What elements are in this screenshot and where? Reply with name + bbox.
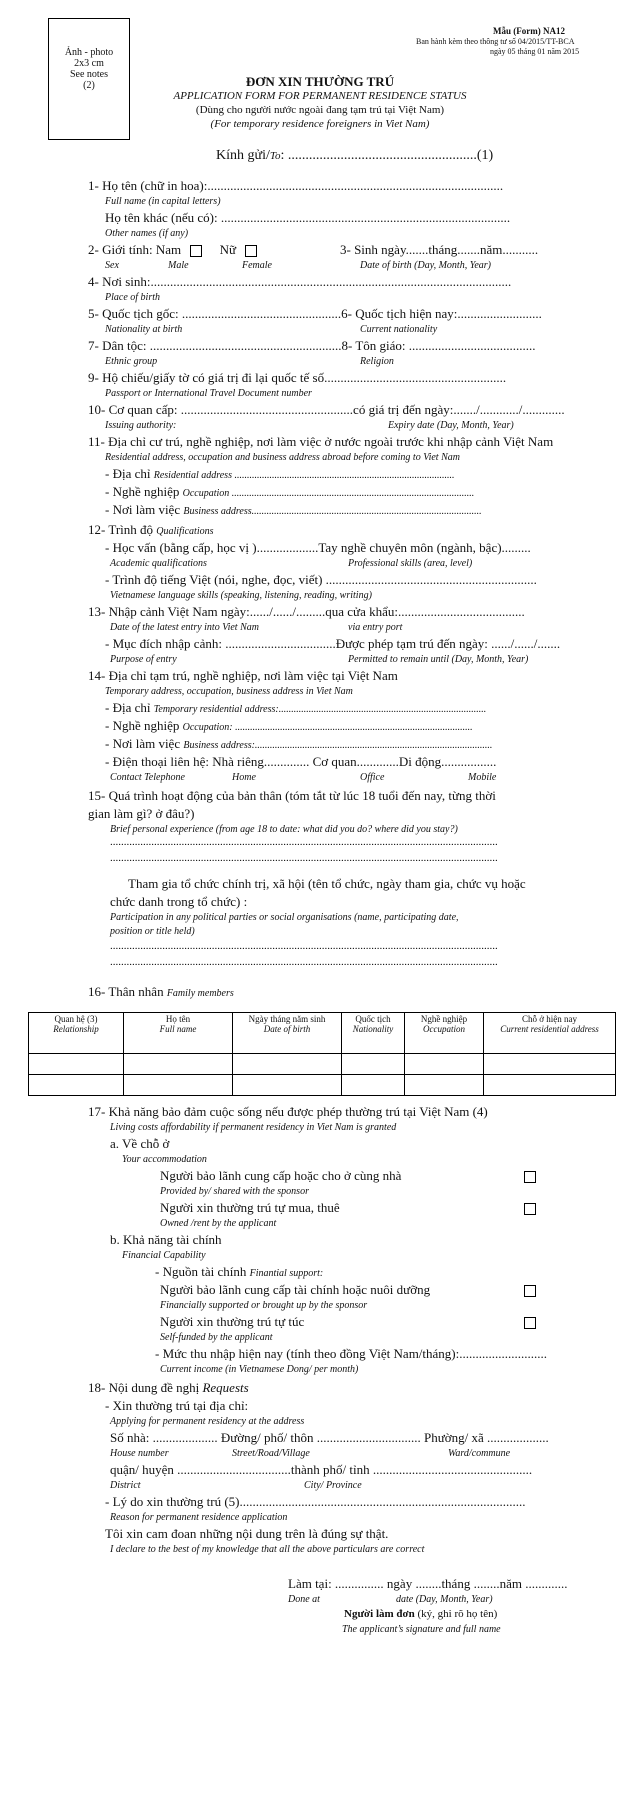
q17b-source-en: Finantial support: [249,1268,324,1279]
q17b-option-1: Người bảo lãnh cung cấp tài chính hoặc nuôi dưỡng [160,1282,431,1297]
q11-address-row[interactable] [105,466,454,482]
subtitle-en: (For temporary residence foreigners in Viet Nam) [210,118,430,130]
q11-title: 11- Địa chỉ cư trú, nghề nghiệp, nơi làm việc ở nước ngoài trước khi nhập cảnh Việt Nam [88,434,554,449]
title-vn: ĐƠN XIN THƯỜNG TRÚ [245,74,395,89]
title-en: APPLICATION FORM FOR PERMANENT RESIDENCE STATUS [173,90,467,102]
q15-blank-1[interactable]: ............................................................................................................................................. [110,836,498,848]
q14-phone[interactable]: - Điện thoại liên hệ: Nhà riêng.............. Cơ quan.............Di động................. [105,754,497,769]
q11-business-label: - Nơi làm việc [105,502,181,517]
applicant-en: The applicant’s signature and full name [342,1624,501,1635]
q17b-option-2: Người xin thường trú tự túc [160,1314,305,1329]
q17b-income[interactable]: - Mức thu nhập hiện nay (tính theo đồng Việt Nam/tháng):........................... [155,1346,547,1361]
col-date-of-birth: Ngày tháng năm sinh Date of birth [233,1013,342,1054]
q18-reason-en: Reason for permanent residence application [110,1512,288,1523]
q15-participation-en-cont: position or title held) [110,926,195,937]
q15-participation-cont: chức danh trong tổ chức) : [110,894,248,909]
q14-home-en: Home [232,772,256,783]
q13-entry[interactable]: 13- Nhập cảnh Việt Nam ngày:....../....../.........qua cửa khẩu:....................................... [88,604,525,619]
q17b-option-1-checkbox[interactable] [524,1285,536,1297]
addressee-line [216,148,493,164]
q14-address-en: Temporary residential address:................................................................................... [153,704,487,715]
q5-en: Nationality at birth [105,324,183,335]
q16-title: 16- Thân nhân [88,984,164,999]
table-row[interactable] [29,1075,616,1096]
male-checkbox[interactable] [190,245,202,257]
table-header-row [29,1013,616,1054]
applicant-row [344,1608,497,1620]
q18-street-en: Street/Road/Village [232,1448,310,1459]
q11-occupation-label: - Nghề nghiệp [105,484,180,499]
q17a-option-1-checkbox[interactable] [524,1171,536,1183]
q15-participation-blank-2[interactable]: ............................................................................................................................................. [110,956,498,968]
sex-en: Sex [105,260,119,271]
q11-business-en: Business address............................................................................................ [183,506,482,517]
q18-street-line[interactable]: Số nhà: .................... Đường/ phố/ thôn ................................ Phường/ xã ................... [110,1430,549,1445]
q13-entry-en: Date of the latest entry into Viet Nam [110,622,259,633]
q16-row [88,984,234,1000]
q12-en: Qualifications [156,526,214,537]
subtitle-vn: (Dùng cho người nước ngoài đang tạm trú tại Việt Nam) [195,104,445,116]
q18-title: 18- Nội dung đề nghị [88,1380,200,1395]
q12-vietnamese[interactable]: - Trình độ tiếng Việt (nói, nghe, đọc, viết) ................................................................. [105,572,537,587]
q14-occupation-row[interactable] [105,718,473,734]
q13-port-en: via entry port [348,622,403,633]
q5-q6-nationality[interactable]: 5- Quốc tịch gốc: .................................................6- Quốc tịch hiện nay:.......................... [88,306,542,321]
q12-education[interactable]: - Học vấn (bằng cấp, học vị )...................Tay nghề chuyên môn (ngành, bậc)......... [105,540,531,555]
q15-participation-en: Participation in any political parties or social organisations (name, participating date, [110,912,459,923]
q17a-option-1-en: Provided by/ shared with the sponsor [160,1186,309,1197]
q17b-option-1-en: Financially supported or brought up by the sponsor [160,1300,368,1311]
female-en: Female [242,260,272,271]
q15-title: 15- Quá trình hoạt động của bản thân (tóm tắt từ lúc 18 tuổi đến nay, từng thời [88,788,496,803]
photo-label: Ảnh - photo [64,47,114,58]
q14-business-row[interactable] [105,736,492,752]
q18-address-title: - Xin thường trú tại địa chỉ: [105,1398,249,1413]
q17a-option-1: Người bảo lãnh cung cấp hoặc cho ở cùng nhà [160,1168,402,1183]
q12-skills-en: Professional skills (area, level) [348,558,473,569]
q11-occupation-en: Occupation ................................................................................................. [182,488,475,499]
family-members-table [28,1012,616,1096]
female-checkbox[interactable] [245,245,257,257]
q16-en: Family members [166,988,234,999]
dob-en: Date of birth (Day, Month, Year) [360,260,492,271]
q14-office-en: Office [360,772,385,783]
q18-address-en: Applying for permanent residency at the address [110,1416,305,1427]
q10-expiry-en: Expiry date (Day, Month, Year) [388,420,514,431]
female-label: Nữ [219,242,237,257]
col-current-address: Chỗ ở hiện nay Current residential address [484,1013,616,1054]
q9-en: Passport or International Travel Document number [105,388,312,399]
q18-house-en: House number [110,1448,169,1459]
q17b-source-row [155,1264,323,1280]
q12-vietnamese-en: Vietnamese language skills (speaking, listening, reading, writing) [110,590,372,601]
q17b-title: b. Khả năng tài chính [110,1232,222,1247]
q6-en: Current nationality [360,324,438,335]
q7-q8-ethnic-religion[interactable]: 7- Dân tộc: ...........................................................8- Tôn giáo: ....................................... [88,338,536,353]
q2-sex-label: 2- Giới tính: Nam [88,242,182,257]
q18-reason[interactable]: - Lý do xin thường trú (5)........................................................................................ [105,1494,526,1509]
q17-en: Living costs affordability if permanent residency in Viet Nam is granted [110,1122,397,1133]
form-number: Mẫu (Form) NA12 [493,26,565,36]
q10-en: Issuing authority: [105,420,177,431]
q15-en: Brief personal experience (from age 18 to date: what did you do? where did you stay?) [110,824,458,835]
q17-title: 17- Khả năng bảo đảm cuộc sống nếu được phép thường trú tại Việt Nam (4) [88,1104,488,1119]
q1-en: Full name (in capital letters) [105,196,221,207]
q15-participation-blank-1[interactable]: ............................................................................................................................................. [110,940,498,952]
q1-other-en: Other names (if any) [105,228,189,239]
q18-district-line[interactable]: quận/ huyện ...................................thành phố/ tỉnh ................................................. [110,1462,533,1477]
q14-address-label: - Địa chỉ [105,700,151,715]
q10-issuing[interactable]: 10- Cơ quan cấp: .....................................................có giá trị đến ngày:......./............/............. [88,402,565,417]
q15-title-cont: gian làm gì? ở đâu?) [88,806,195,821]
q11-business-row[interactable] [105,502,482,518]
q17b-en: Financial Capability [122,1250,206,1261]
q17b-option-2-checkbox[interactable] [524,1317,536,1329]
q12-row [88,522,214,538]
q18-row [88,1380,249,1396]
q11-address-en: Residential address ........................................................................................ [153,470,455,481]
circular-date: ngày 05 tháng 01 năm 2015 [490,47,580,56]
q17a-title: a. Về chỗ ở [110,1136,170,1151]
col-nationality: Quốc tịch Nationality [342,1013,405,1054]
q13-purpose-en: Purpose of entry [110,654,177,665]
q11-occupation-row[interactable] [105,484,474,500]
q17a-option-2-en: Owned /rent by the applicant [160,1218,277,1229]
q12-title: 12- Trình độ [88,522,154,537]
done-at-line[interactable]: Làm tại: ............... ngày ........tháng ........năm ............. [288,1576,568,1591]
photo-size: 2x3 cm [74,58,104,69]
q17b-income-en: Current income (in Vietnamese Dong/ per month) [160,1364,359,1375]
q18-en: Requests [202,1380,249,1395]
applicant-sign-note: (ký, ghi rõ họ tên) [417,1608,498,1620]
to-vn: Kính gửi/ [216,148,270,163]
col-occupation: Nghề nghiệp Occupation [405,1013,484,1054]
q1-full-name[interactable]: 1- Họ tên (chữ in hoa):........................................................................................... [88,178,504,193]
q12-academic-en: Academic qualifications [110,558,207,569]
q14-title: 14- Địa chỉ tạm trú, nghề nghiệp, nơi làm việc tại Việt Nam [88,668,398,683]
q3-dob[interactable]: 3- Sinh ngày.......tháng.......năm........... [340,242,539,257]
photo-note: See notes [69,69,109,80]
q15-blank-2[interactable]: ............................................................................................................................................. [110,852,498,864]
q8-en: Religion [360,356,394,367]
q4-en: Place of birth [105,292,160,303]
q11-address-label: - Địa chỉ [105,466,151,481]
circular-ref: Ban hành kèm theo thông tư số 04/2015/TT-BCA [416,37,575,46]
q14-mobile-en: Mobile [468,772,497,783]
col-relationship: Quan hệ (3) Relationship [29,1013,124,1054]
q14-address-row[interactable] [105,700,486,716]
q15-participation: Tham gia tổ chức chính trị, xã hội (tên tổ chức, ngày tham gia, chức vụ hoặc [128,876,526,891]
to-blank[interactable]: : ......................................................(1) [280,148,494,163]
q14-business-label: - Nơi làm việc [105,736,181,751]
q14-phone-en: Contact Telephone [110,772,185,783]
q17b-option-2-en: Self-funded by the applicant [160,1332,273,1343]
q18-city-en: City/ Province [304,1480,362,1491]
q14-occupation-label: - Nghề nghiệp [105,718,180,733]
q18-ward-en: Ward/commune [448,1448,511,1459]
q9-passport[interactable]: 9- Hộ chiếu/giấy tờ có giá trị đi lại quốc tế số........................................................ [88,370,507,385]
q14-business-en: Business address:............................................................................................... [183,740,493,751]
q14-en: Temporary address, occupation, business address in Viet Nam [105,686,353,697]
q4-place-of-birth[interactable]: 4- Nơi sinh:............................................................................................................... [88,274,512,289]
done-at-en: Done at [288,1594,320,1605]
q2-sex [88,242,257,258]
col-full-name: Họ tên Full name [124,1013,233,1054]
q17a-option-2: Người xin thường trú tự mua, thuê [160,1200,340,1215]
q17b-source-label: - Nguồn tài chính [155,1264,247,1279]
q7-en: Ethnic group [105,356,158,367]
photo-note-ref: (2) [83,80,95,91]
declaration-vn: Tôi xin cam đoan những nội dung trên là đúng sự thật. [105,1526,389,1541]
q14-occupation-en: Occupation: ............................................................................................... [182,722,473,733]
q11-en: Residential address, occupation and business address abroad before coming to Viet Nam [105,452,460,463]
q17a-option-2-checkbox[interactable] [524,1203,536,1215]
q1-other-names[interactable]: Họ tên khác (nếu có): ......................................................................................... [105,210,511,225]
q13-remain-en: Permitted to remain until (Day, Month, Year) [348,654,529,665]
male-en: Male [168,260,189,271]
date-en: date (Day, Month, Year) [396,1594,493,1605]
to-en: To [269,150,281,162]
q17a-en: Your accommodation [122,1154,207,1165]
declaration-en: I declare to the best of my knowledge that all the above particulars are correct [110,1544,425,1555]
table-row[interactable] [29,1054,616,1075]
applicant-label: Người làm đơn [344,1608,415,1620]
q13-purpose[interactable]: - Mục đích nhập cảnh: ..................................Được phép tạm trú đến ngày: ....../....../....... [105,636,561,651]
q18-district-en: District [110,1480,141,1491]
